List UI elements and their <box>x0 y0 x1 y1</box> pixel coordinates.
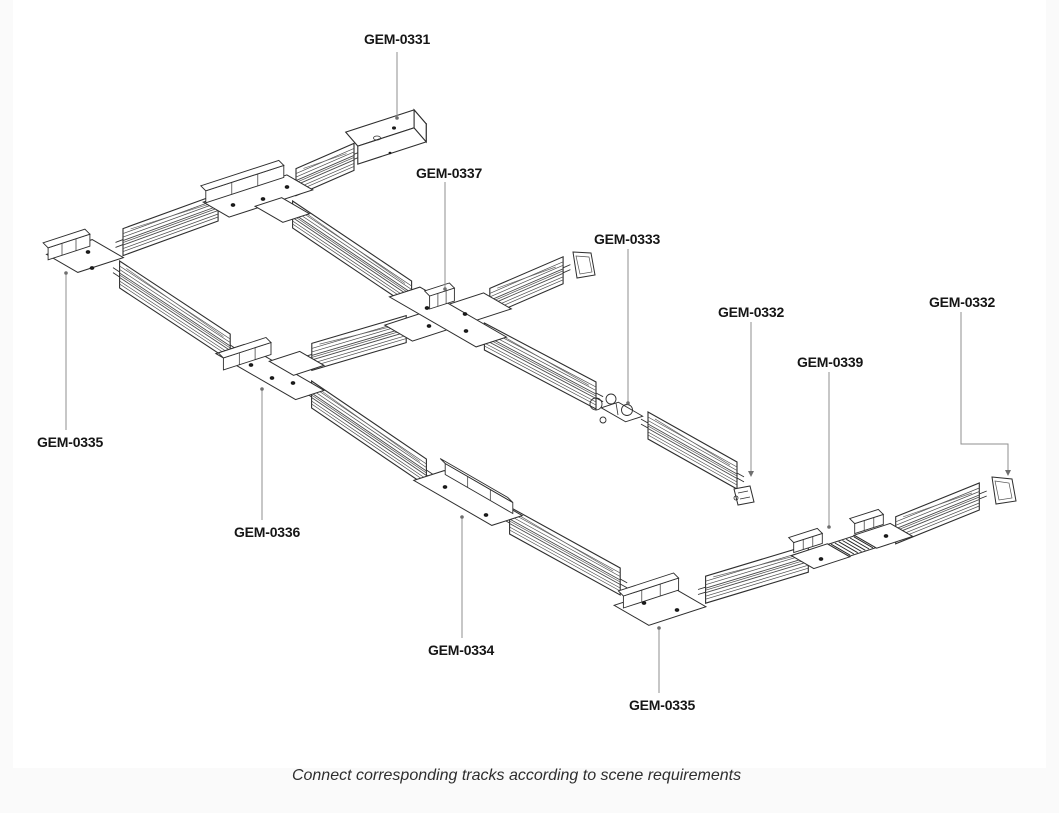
flexible-joiner <box>789 509 913 568</box>
track-rail <box>286 201 418 308</box>
callout-gem-0334: GEM-0334 <box>427 642 495 658</box>
callout-gem-0335-bottom: GEM-0335 <box>628 697 696 713</box>
track-rail <box>113 261 237 361</box>
end-cap <box>734 486 754 505</box>
track-rail <box>305 381 433 486</box>
corner-connector <box>43 229 123 272</box>
inline-wire-joiner <box>590 394 643 423</box>
track-rail <box>641 412 744 489</box>
callout-gem-0333: GEM-0333 <box>593 231 661 247</box>
callout-gem-0337: GEM-0337 <box>415 165 483 181</box>
track-rail <box>503 507 628 595</box>
diagram-caption: Connect corresponding tracks according to scene requirements <box>291 767 742 784</box>
callout-gem-0331: GEM-0331 <box>363 31 431 47</box>
callout-gem-0336: GEM-0336 <box>233 524 301 540</box>
end-cap <box>992 477 1016 504</box>
callout-gem-0332-left: GEM-0332 <box>717 304 785 320</box>
straight-joiner-plate <box>414 459 522 526</box>
callout-gem-0332-right: GEM-0332 <box>928 294 996 310</box>
corner-connector <box>614 573 706 625</box>
end-cap <box>573 252 595 278</box>
callout-gem-0335-left: GEM-0335 <box>36 434 104 450</box>
power-feed-end-cap <box>346 110 427 164</box>
callout-gem-0339: GEM-0339 <box>796 354 864 370</box>
